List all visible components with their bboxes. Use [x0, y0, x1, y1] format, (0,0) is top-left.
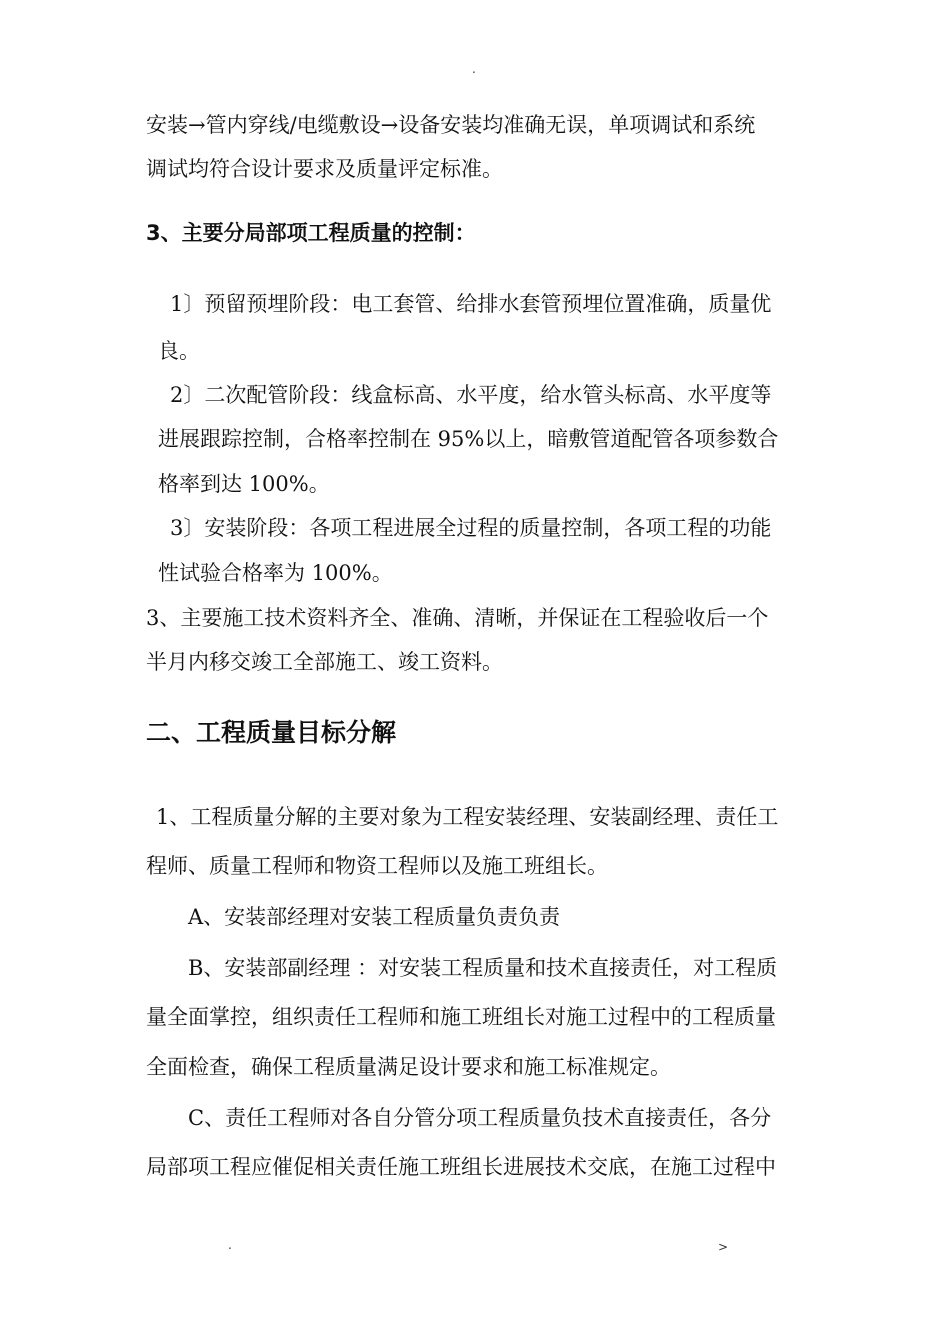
section-3-heading: 3、主要分局部项工程质量的控制： — [146, 221, 476, 245]
s2-p1-line-1: 1、工程质量分解的主要对象为工程安装经理、安装副经理、责任工 — [156, 805, 779, 829]
s2-pB-line-2: 量全面掌控，组织责任工程师和施工班组长对施工过程中的工程质量 — [146, 1005, 776, 1029]
s2-p1-line-2: 程师、质量工程师和物资工程师以及施工班组长。 — [146, 854, 608, 878]
header-mark: . — [472, 62, 476, 76]
para-top-line-1: 安装→管内穿线/电缆敷设→设备安装均准确无误，单项调试和系统 — [146, 113, 756, 137]
para-3b-line-2: 半月内移交竣工全部施工、竣工资料。 — [146, 650, 503, 674]
item-2-line-2: 进展跟踪控制，合格率控制在 95%以上，暗敷管道配管各项参数合 — [158, 427, 779, 451]
section-2-heading: 二、工程质量目标分解 — [146, 718, 397, 747]
s2-pC-line-2: 局部项工程应催促相关责任施工班组长进展技术交底，在施工过程中 — [146, 1155, 776, 1179]
para-top-line-2: 调试均符合设计要求及质量评定标准。 — [146, 157, 503, 181]
item-3-line-1: 3〕安装阶段：各项工程进展全过程的质量控制，各项工程的功能 — [170, 516, 772, 540]
footer-right-mark: > — [718, 1240, 729, 1254]
item-2-line-1: 2〕二次配管阶段：线盒标高、水平度，给水管头标高、水平度等 — [170, 383, 772, 407]
item-1-line-2: 良。 — [158, 339, 200, 363]
s2-pB-line-1: B、安装部副经理 ：对安装工程质量和技术直接责任，对工程质 — [188, 956, 778, 980]
s2-pC-line-1: C、责任工程师对各自分管分项工程质量负技术直接责任，各分 — [188, 1106, 772, 1130]
s2-pA: A、安装部经理对安装工程质量负责负责 — [188, 905, 561, 929]
s2-pB-line-3: 全面检查，确保工程质量满足设计要求和施工标准规定。 — [146, 1055, 671, 1079]
footer-left-mark: . — [228, 1238, 232, 1252]
item-3-line-2: 性试验合格率为 100%。 — [158, 561, 393, 585]
para-3b-line-1: 3、主要施工技术资料齐全、准确、清晰，并保证在工程验收后一个 — [146, 606, 769, 630]
item-1-line-1: 1〕预留预埋阶段：电工套管、给排水套管预埋位置准确，质量优 — [170, 292, 772, 316]
item-2-line-3: 格率到达 100%。 — [158, 472, 330, 496]
